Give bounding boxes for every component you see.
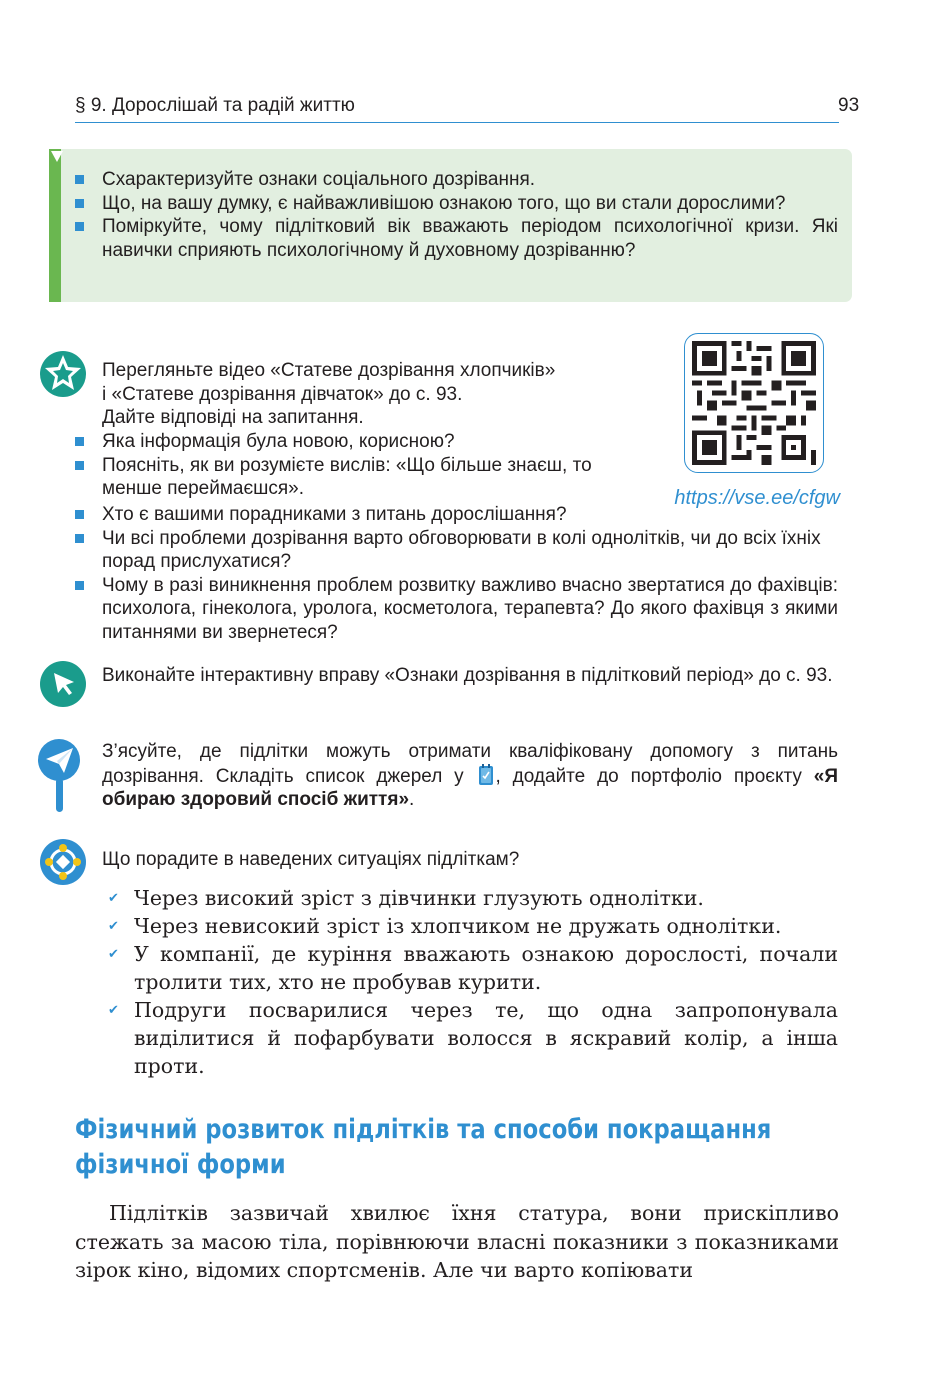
list-item: Схарактеризуйте ознаки соціального дозрівання. bbox=[75, 168, 838, 192]
interactive-task-text: Виконайте інтерактивну вправу «Ознаки дозрівання в підлітковий період» до с. 93. bbox=[102, 665, 833, 686]
qr-short-link[interactable]: https://vse.ee/cfgw bbox=[674, 487, 840, 509]
running-header-title: § 9. Дорослішай та радій життю bbox=[75, 95, 355, 116]
questions-box-accent-bar bbox=[49, 149, 61, 302]
video-task-intro bbox=[102, 359, 602, 430]
video-intro-line: і «Статеве дозрівання дівчаток» до с. 93. bbox=[102, 383, 463, 405]
paper-plane-magnifier-icon bbox=[37, 738, 81, 814]
project-name: «Я обираю здоровий спосіб життя» bbox=[102, 765, 839, 810]
list-item: Поясніть, як ви розумієте вислів: «Що більше знаєш, то менше переймаєшся». bbox=[75, 454, 615, 501]
research-text-before: З’ясуйте, де підлітки можуть отримати кваліфіковану допомогу з питань дозрівання. Складіть список джерел у bbox=[102, 741, 838, 787]
people-circle-icon bbox=[39, 838, 87, 886]
notebook-icon bbox=[478, 764, 494, 786]
page-number: 93 bbox=[838, 95, 860, 116]
section-heading: Фізичний розвиток підлітків та способи покращання фізичної форми bbox=[75, 1114, 772, 1180]
cursor-icon bbox=[39, 660, 87, 708]
list-item: Хто є вашими порадниками з питань дорослішання? bbox=[75, 503, 838, 527]
video-questions-list bbox=[75, 430, 615, 501]
qr-code-icon[interactable] bbox=[692, 341, 816, 465]
video-questions-list-wide bbox=[75, 503, 838, 644]
list-item: Чи всі проблеми дозрівання варто обговорювати в колі однолітків, чи до всіх їхніх порад прислухатися? bbox=[75, 527, 838, 574]
list-item: ✔ Подруги посварилися через те, що одна запропонувала виділитися й пофарбувати волосся в яскравий колір, а інша проти. bbox=[108, 996, 838, 1080]
bookmark-notch-icon bbox=[51, 151, 63, 162]
list-item: Яка інформація була новою, корисною? bbox=[75, 430, 615, 454]
research-text-after: , додайте до портфоліо проєкту bbox=[495, 765, 802, 787]
list-item: ✔ У компанії, де куріння вважають ознакою дорослості, почали тролити тих, хто не пробував курити. bbox=[108, 940, 838, 996]
body-paragraph: Підлітків зазвичай хвилює їхня статура, вони прискіпливо стежать за масою тіла, порівнюючи власні показники з показниками зірок кіно, відомих спортсменів. Але чи варто копіювати bbox=[75, 1201, 839, 1282]
header-rule bbox=[75, 122, 839, 123]
list-item: Що, на вашу думку, є найважливішою ознакою того, що ви стали дорослими? bbox=[75, 192, 838, 216]
video-intro-line: Перегляньте відео «Статеве дозрівання хлопчиків» bbox=[102, 360, 556, 381]
video-intro-line: Дайте відповіді на запитання. bbox=[102, 407, 364, 428]
research-text-end: . bbox=[409, 789, 415, 810]
advice-task-prompt: Що порадите в наведених ситуаціях підліткам? bbox=[102, 849, 520, 870]
list-item: ✔ Через високий зріст з дівчинки глузують однолітки. bbox=[108, 884, 838, 912]
research-task-text bbox=[102, 740, 838, 812]
list-item: ✔ Через невисокий зріст із хлопчиком не дружать однолітки. bbox=[108, 912, 838, 940]
star-badge-icon bbox=[39, 350, 87, 398]
situations-list bbox=[108, 884, 838, 1080]
list-item: Чому в разі виникнення проблем розвитку важливо вчасно звертатися до фахівців: психолога, гінеколога, уролога, косметолога, терапевта? До якого фахівця з якими питаннями ви звернетеся? bbox=[75, 574, 838, 645]
questions-list bbox=[75, 168, 838, 262]
list-item: Поміркуйте, чому підлітковий вік вважають періодом психологічної кризи. Які навички сприяють психологічному й духовному дозріванню? bbox=[75, 215, 838, 262]
